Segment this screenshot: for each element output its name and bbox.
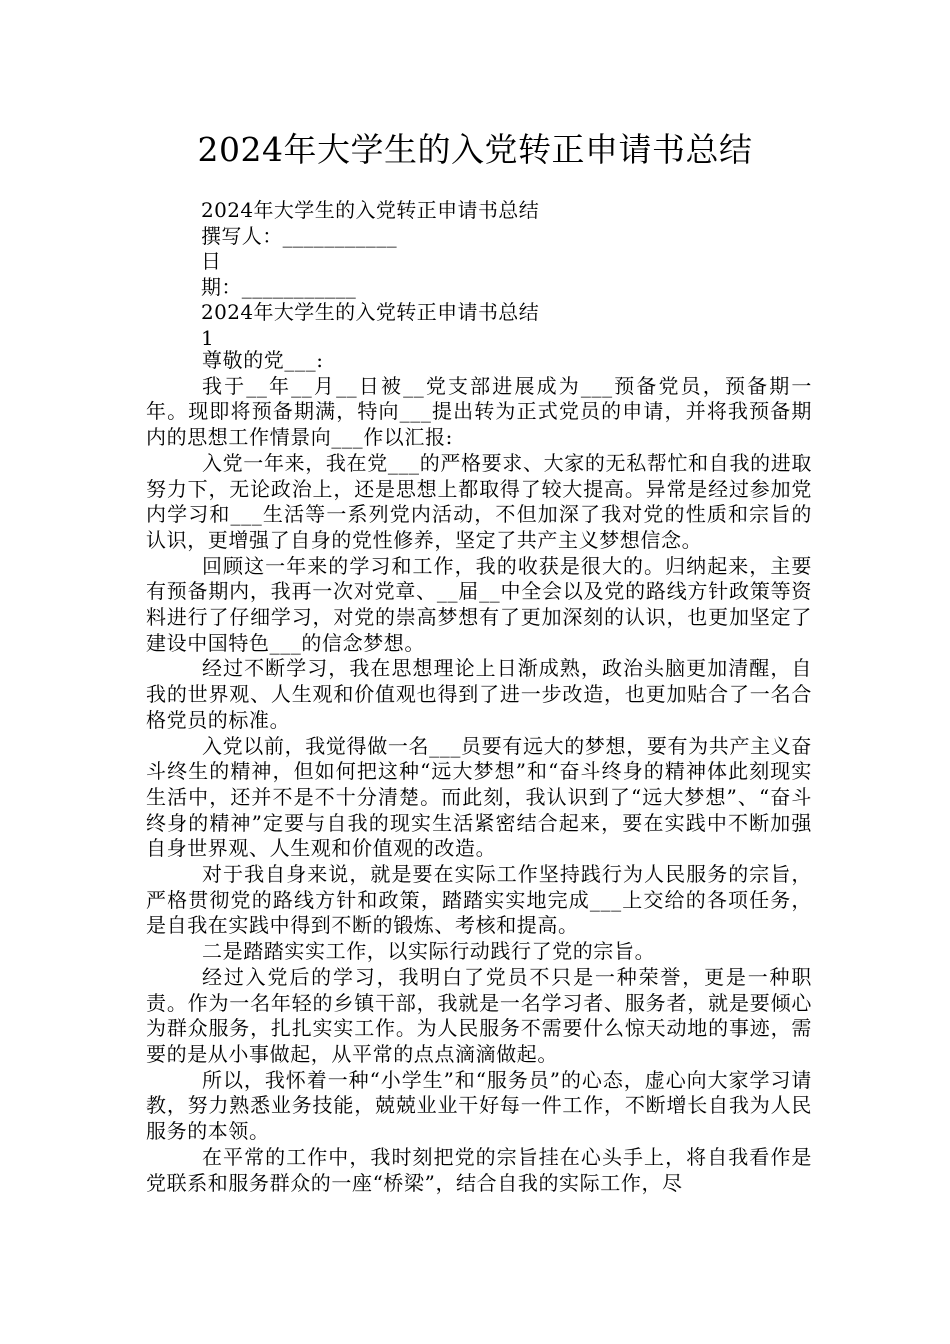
meta-date-line-1: 日 [201,249,222,273]
paragraph: 在平常的工作中，我时刻把党的宗旨挂在心头手上，将自我看作是党联系和服务群众的一座“桥梁”，结合自我的实际工作，尽 [146,1144,812,1195]
meta-number: 1 [201,325,215,350]
document-meta [201,198,841,351]
paragraph: 入党一年来，我在党___的严格要求、大家的无私帮忙和自我的进取努力下，无论政治上，还是思想上都取得了较大提高。异常是经过参加党内学习和___生活等一系列党内活动，不但加深了我对党的性质和宗旨的认识，更增强了自身的党性修养，坚定了共产主义梦想信念。 [146,450,812,552]
meta-date-line-2: 期：___________ [201,274,357,299]
paragraph: 我于__年__月__日被__党支部进展成为___预备党员，预备期一年。现即将预备期满，特向___提出转为正式党员的申请，并将我预备期内的思想工作情景向___作以汇报: [146,373,812,450]
salutation: 尊敬的党___: [202,348,324,372]
paragraph: 所以，我怀着一种“小学生”和“服务员”的心态，虚心向大家学习请教，努力熟悉业务技能，兢兢业业干好每一件工作，不断增长自我为人民服务的本领。 [146,1067,812,1144]
meta-subtitle: 2024年大学生的入党转正申请书总结 [201,198,540,222]
paragraph: 对于我自身来说，就是要在实际工作坚持践行为人民服务的宗旨，严格贯彻党的路线方针和政策，踏踏实实地完成___上交给的各项任务，是自我在实践中得到不断的锻炼、考核和提高。 [146,862,812,938]
meta-subtitle-repeat: 2024年大学生的入党转正申请书总结 [201,300,540,324]
document-body [146,348,812,1196]
paragraph: 回顾这一年来的学习和工作，我的收获是很大的。归纳起来，主要有预备期内，我再一次对党章、__届__中全会以及党的路线方针政策等资料进行了仔细学习，对党的崇高梦想有了更加深刻的认识，也更加坚定了建设中国特色___的信念梦想。 [146,553,812,655]
document-title: 2024年大学生的入党转正申请书总结 [197,130,753,169]
paragraph: 二是踏踏实实工作，以实际行动践行了党的宗旨。 [202,939,656,964]
paragraph: 经过入党后的学习，我明白了党员不只是一种荣誉，更是一种职责。作为一名年轻的乡镇干部，我就是一名学习者、服务者，就是要倾心为群众服务，扎扎实实工作。为人民服务不需要什么惊天动地的事迹，需要的是从小事做起，从平常的点点滴滴做起。 [146,964,812,1066]
paragraph: 入党以前，我觉得做一名___员要有远大的梦想，要有为共产主义奋斗终生的精神，但如何把这种“远大梦想”和“奋斗终身的精神体此刻现实生活中，还并不是不十分清楚。而此刻，我认识到了“远大梦想”、“奋斗终身的精神”定要与自我的现实生活紧密结合起来，要在实践中不断加强自身世界观、人生观和价值观的改造。 [146,733,812,861]
meta-author: 撰写人：___________ [201,223,397,248]
paragraph: 经过不断学习，我在思想理论上日渐成熟，政治头脑更加清醒，自我的世界观、人生观和价值观也得到了进一步改造，也更加贴合了一名合格党员的标准。 [146,656,812,732]
